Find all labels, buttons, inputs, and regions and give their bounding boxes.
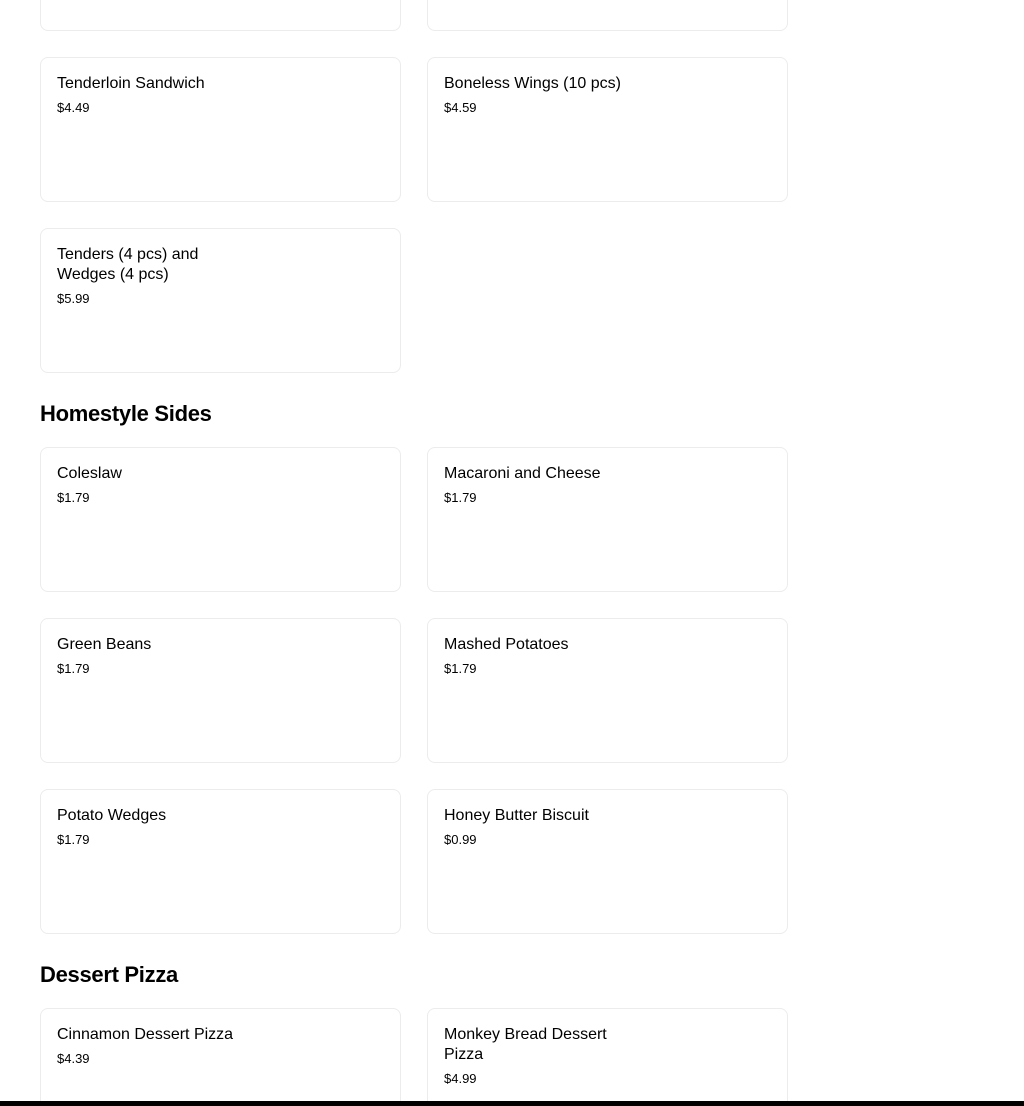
menu-item-name: Cinnamon Dessert Pizza bbox=[57, 1026, 234, 1043]
menu-item-card[interactable] bbox=[40, 57, 401, 202]
menu-item-name: Monkey Bread Dessert Pizza bbox=[444, 1026, 607, 1063]
menu-item-name: Green Beans bbox=[57, 636, 152, 653]
menu-item-price: $1.79 bbox=[444, 661, 477, 676]
menu-item-card[interactable] bbox=[40, 618, 401, 763]
menu-item-card[interactable] bbox=[40, 0, 401, 31]
menu-item-card[interactable] bbox=[40, 1008, 401, 1106]
menu-item-name: Honey Butter Biscuit bbox=[444, 807, 589, 824]
menu-item-name: Macaroni and Cheese bbox=[444, 465, 601, 482]
menu-item-price: $5.99 bbox=[57, 291, 90, 306]
menu-item-card[interactable] bbox=[427, 789, 788, 934]
menu-item-name: Boneless Wings (10 pcs) bbox=[444, 75, 621, 92]
section-title: Dessert Pizza bbox=[40, 962, 178, 987]
bottom-edge-bar bbox=[0, 1101, 1024, 1106]
menu-item-price: $4.39 bbox=[57, 1051, 90, 1066]
menu-item-name: Potato Wedges bbox=[57, 807, 167, 824]
menu-item-card[interactable] bbox=[40, 228, 401, 373]
menu-item-card[interactable] bbox=[427, 57, 788, 202]
section-title: Homestyle Sides bbox=[40, 401, 212, 426]
menu-item-card[interactable] bbox=[427, 447, 788, 592]
menu-item-price: $1.79 bbox=[57, 661, 90, 676]
menu-item-price: $1.79 bbox=[444, 490, 477, 505]
menu-item-price: $1.79 bbox=[57, 490, 90, 505]
menu-item-name: Tenderloin Sandwich bbox=[57, 75, 205, 92]
menu-item-card[interactable] bbox=[427, 618, 788, 763]
menu-item-price: $4.49 bbox=[57, 100, 90, 115]
menu-item-price: $1.79 bbox=[57, 832, 90, 847]
menu-item-price: $4.59 bbox=[444, 100, 477, 115]
menu-item-name: Mashed Potatoes bbox=[444, 636, 569, 653]
menu-item-name: Tenders (4 pcs) and Wedges (4 pcs) bbox=[57, 246, 199, 283]
menu-item-card[interactable] bbox=[427, 0, 788, 31]
menu-item-price: $0.99 bbox=[444, 832, 477, 847]
menu-item-price: $4.99 bbox=[444, 1071, 477, 1086]
menu-item-card[interactable] bbox=[40, 447, 401, 592]
menu-item-name: Coleslaw bbox=[57, 465, 122, 482]
menu-item-card[interactable] bbox=[40, 789, 401, 934]
menu-item-card[interactable] bbox=[427, 1008, 788, 1106]
